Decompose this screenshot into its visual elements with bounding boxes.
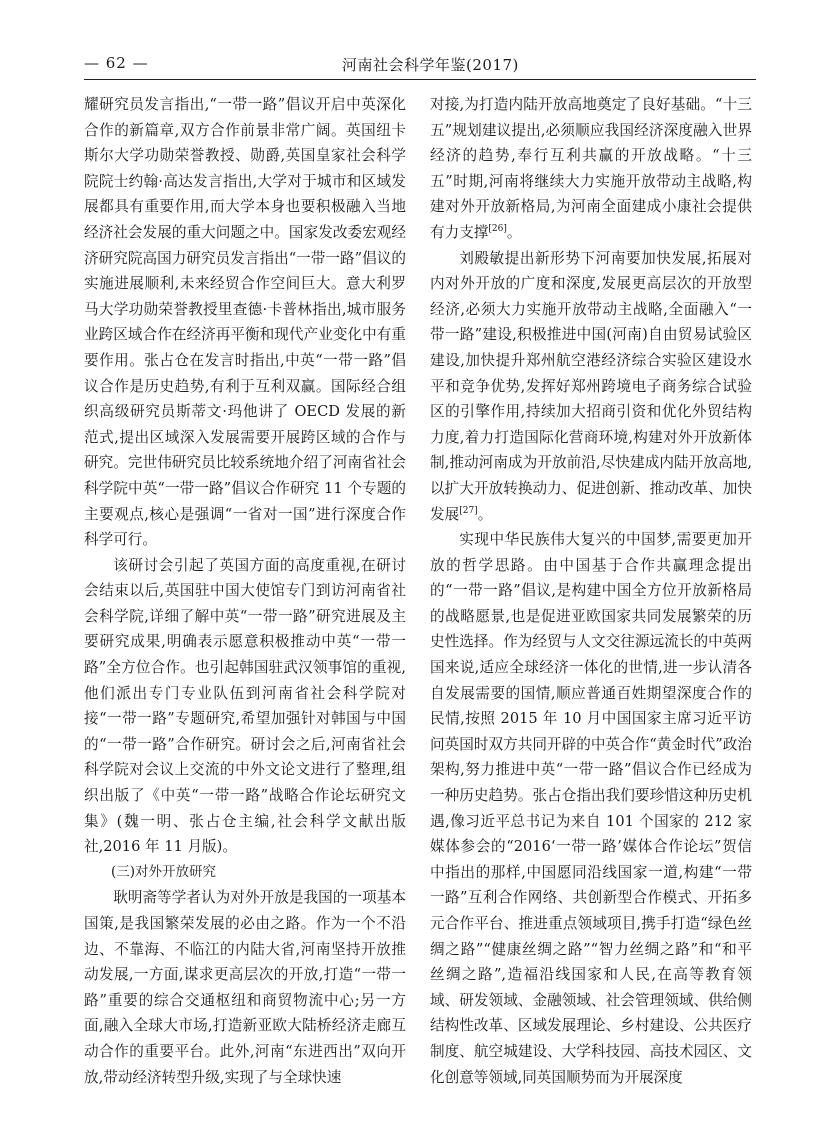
- left-paragraph-3: 耿明斋等学者认为对外开放是我国的一项基本国策,是我国繁荣发展的必由之路。作为一个不沿边、不靠海、不临江的内陆大省,河南坚持开放推动发展,一方面,谋求更高层次的开放,打造“一带一路”重要的综合交通枢纽和商贸物流中心;另一方面,融入全球大市场,打造新亚欧大陆桥经济走廊互动合作的重要平台。此外,河南“东进西出”双向开放,带动经济转型升级,实现了与全球快速: [84, 889, 406, 1086]
- running-header: [84, 50, 756, 80]
- left-paragraph-1: 耀研究员发言指出,“一带一路”倡议开启中英深化合作的新篇章,双方合作前景非常广阔。英国纽卡斯尔大学功勋荣誉教授、勋爵,英国皇家社会科学院院士约翰·高达发言指出,大学对于城市和区域发展都具有重要作用,而大学本身也要积极融入当地经济社会发展的重大问题之中。国家发改委宏观经济研究院高国力研究员发言指出“一带一路”倡议的实施进展顺利,未来经贸合作空间巨大。意大利罗马大学功勋荣誉教授里查德·卡普林指出,城市服务业跨区域合作在经济再平衡和现代产业变化中有重要作用。张占仓在发言时指出,中英“一带一路”倡议合作是历史趋势,有利于互利双赢。国际经合组织高级研究员斯蒂文·玛他讲了 OECD 发展的新范式,提出区域深入发展需要开展跨区域的合作与研究。完世伟研究员比较系统地介绍了河南省社会科学院中英“一带一路”倡议合作研究 11 个专题的主要观点,核心是强调“一省对一国”进行深度合作科学可行。: [84, 96, 406, 549]
- right-paragraph-1-text: 对接,为打造内陆开放高地奠定了良好基础。“十三五”规划建议提出,必须顺应我国经济深度融入世界经济的趋势,奉行互利共赢的开放战略。“十三五”时期,河南将继续大力实施开放带动主战略,构建对外开放新格局,为河南全面建成小康社会提供有力支撑: [430, 96, 752, 241]
- right-paragraph-1: 对接,为打造内陆开放高地奠定了良好基础。“十三五”规划建议提出,必须顺应我国经济深度融入世界经济的趋势,奉行互利共赢的开放战略。“十三五”时期,河南将继续大力实施开放带动主战略,构建对外开放新格局,为河南全面建成小康社会提供有力支撑[26]。: [430, 96, 752, 241]
- left-column: [84, 92, 406, 1090]
- left-paragraph-2: 该研讨会引起了英国方面的高度重视,在研讨会结束以后,英国驻中国大使馆专门到访河南省社会科学院,详细了解中英“一带一路”研究进展及主要研究成果,明确表示愿意积极推动中英“一带一路”全方位合作。也引起韩国驻武汉领事馆的重视,他们派出专门专业队伍到河南省社会科学院对接“一带一路”专题研究,希望加强针对韩国与中国的“一带一路”合作研究。研讨会之后,河南省社会科学院对会议上交流的中外文论文进行了整理,组织出版了《中英“一带一路”战略合作论坛研究文集》(魏一明、张占仓主编,社会科学文献出版社,2016 年 11 月版)。: [84, 556, 406, 856]
- page-number: — 62 —: [84, 54, 149, 72]
- right-paragraph-2: 刘殿敏提出新形势下河南要加快发展,拓展对内对外开放的广度和深度,发展更高层次的开放型经济,必须大力实施开放带动主战略,全面融入“一带一路”建设,积极推进中国(河南)自由贸易试验区建设,加快提升郑州航空港经济综合实验区建设水平和竞争优势,发挥好郑州跨境电子商务综合试验区的引擎作用,持续加大招商引资和优化外贸结构力度,着力打造国际化营商环境,构建对外开放新体制,推动河南成为开放前沿,尽快建成内陆开放高地,以扩大开放转换动力、促进创新、推动改革、加快发展[27]。: [430, 249, 752, 523]
- right-column: [430, 92, 752, 1090]
- header-rule: [84, 79, 756, 80]
- citation-26: [26]: [488, 224, 507, 235]
- journal-title: 河南社会科学年鉴(2017): [342, 56, 519, 74]
- section-subheading: (三)对外开放研究: [111, 863, 217, 880]
- right-paragraph-3: 实现中华民族伟大复兴的中国梦,需要更加开放的哲学思路。由中国基于合作共赢理念提出的“一带一路”倡议,是构建中国全方位开放新格局的战略愿景,也是促进亚欧国家共同发展繁荣的历史性选择。作为经贸与人文交往源远流长的中英两国来说,适应全球经济一体化的世情,进一步认清各自发展需要的国情,顺应普通百姓期望深度合作的民情,按照 2015 年 10 月中国国家主席习近平访问英国时双方共同开辟的中英合作“黄金时代”政治架构,努力推进中英“一带一路”倡议合作已经成为一种历史趋势。张占仓指出我们要珍惜这种历史机遇,像习近平总书记为来自 101 个国家的 212 家媒体参会的“2016‘一带一路’媒体合作论坛”贺信中指出的那样,中国愿同沿线国家一道,构建“一带一路”互利合作网络、共创新型合作模式、开拓多元合作平台、推进重点领域项目,携手打造“绿色丝绸之路”“健康丝绸之路”“智力丝绸之路”和“和平丝绸之路”,造福沿线国家和人民,在高等教育领域、研发领域、金融领域、社会管理领域、供给侧结构性改革、区域发展理论、乡村建设、公共医疗制度、航空城建设、大学科技园、高技术园区、文化创意等领域,同英国顺势而为开展深度: [430, 531, 752, 1086]
- citation-27: [27]: [459, 505, 478, 516]
- right-paragraph-2-text: 刘殿敏提出新形势下河南要加快发展,拓展对内对外开放的广度和深度,发展更高层次的开放型经济,必须大力实施开放带动主战略,全面融入“一带一路”建设,积极推进中国(河南)自由贸易试验区建设,加快提升郑州航空港经济综合实验区建设水平和竞争优势,发挥好郑州跨境电子商务综合试验区的引擎作用,持续加大招商引资和优化外贸结构力度,着力打造国际化营商环境,构建对外开放新体制,推动河南成为开放前沿,尽快建成内陆开放高地,以扩大开放转换动力、促进创新、推动改革、加快发展: [430, 249, 752, 523]
